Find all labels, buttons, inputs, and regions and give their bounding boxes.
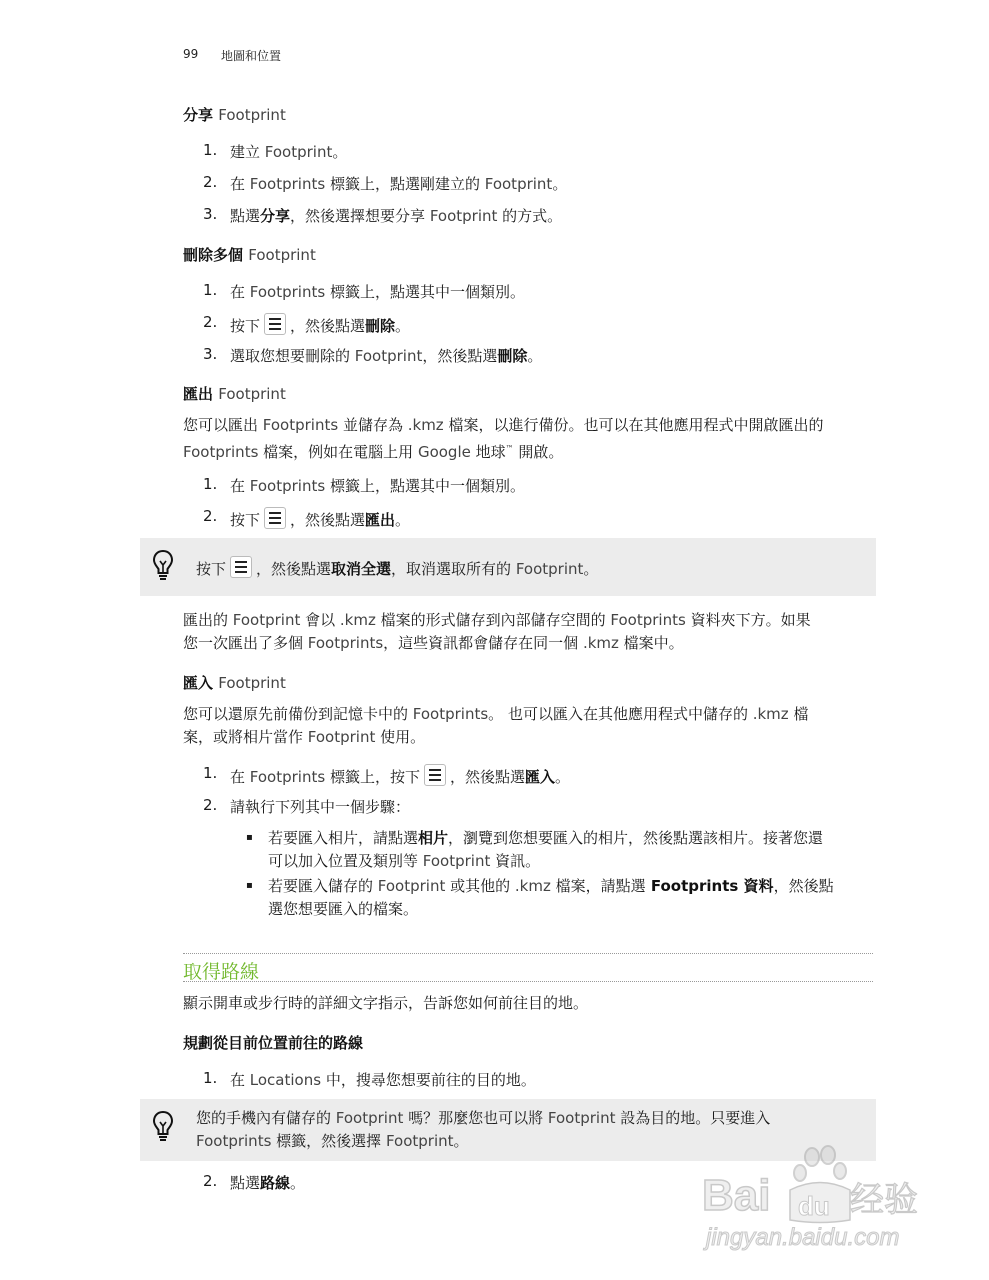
lightbulb-icon — [152, 1110, 174, 1144]
list-item: 在 Footprints 標籤上，點選其中一個類別。 — [230, 283, 525, 301]
list-item: 在 Footprints 標籤上，點選剛建立的 Footprint。 — [230, 175, 568, 193]
list-number: 2. — [203, 507, 218, 525]
svg-text:经验: 经验 — [850, 1180, 918, 1220]
svg-text:jingyan.baidu.com: jingyan.baidu.com — [706, 1224, 900, 1251]
share-heading: 分享 Footprint — [183, 106, 286, 124]
list-item: 請執行下列其中一個步驟： — [230, 798, 411, 816]
list-number: 2. — [203, 796, 218, 814]
section-title: 取得路線 — [183, 961, 260, 983]
list-item: 點選路線。 — [230, 1174, 306, 1192]
list-item: 在 Locations 中，搜尋您想要前往的目的地。 — [230, 1071, 536, 1089]
list-number: 2. — [203, 173, 218, 191]
baidu-watermark-logo — [700, 1145, 940, 1255]
list-item: 在 Footprints 標籤上，點選其中一個類別。 — [230, 477, 525, 495]
list-number: 2. — [203, 1172, 218, 1190]
bullet-item: 若要匯入相片，請點選相片，瀏覽到您想要匯入的相片，然後點選該相片。接著您還 可以加入位置及類別等 Footprint 資訊。 — [268, 829, 824, 870]
export-intro: 您可以匯出 Footprints 並儲存為 .kmz 檔案，以進行備份。也可以在其他應用程式中開啟匯出的 Footprints 檔案，例如在電腦上用 Google 地球™ 開啟。 — [183, 416, 824, 461]
bullet: ▪ — [246, 880, 253, 891]
lightbulb-icon — [152, 549, 174, 583]
list-number: 3. — [203, 205, 218, 223]
directions-intro: 顯示開車或步行時的詳細文字指示，告訴您如何前往目的地。 — [183, 994, 589, 1012]
menu-icon — [264, 507, 286, 529]
menu-icon — [264, 313, 286, 335]
list-number: 1. — [203, 281, 218, 299]
list-number: 1. — [203, 1069, 218, 1087]
bullet-item: 若要匯入儲存的 Footprint 或其他的 .kmz 檔案，請點選 Footprints 資料，然後點 選您想要匯入的檔案。 — [268, 877, 834, 918]
list-item: 按下 ，然後點選匯出。 — [230, 507, 410, 530]
section-divider — [183, 953, 873, 954]
delete-heading: 刪除多個 Footprint — [183, 246, 316, 264]
list-item: 按下 ，然後點選刪除。 — [230, 313, 410, 336]
menu-icon — [230, 556, 252, 578]
list-number: 3. — [203, 345, 218, 363]
export-note: 匯出的 Footprint 會以 .kmz 檔案的形式儲存到內部儲存空間的 Footprints 資料夾下方。如果 您一次匯出了多個 Footprints，這些資訊都會儲存在同一個 .kmz 檔案中。 — [183, 611, 811, 652]
chapter-title: 地圖和位置 — [221, 49, 282, 63]
section-divider — [183, 981, 873, 982]
page-number: 99 — [183, 47, 199, 61]
bullet: ▪ — [246, 832, 253, 843]
list-number: 1. — [203, 764, 218, 782]
import-heading: 匯入 Footprint — [183, 674, 286, 692]
list-number: 1. — [203, 141, 218, 159]
list-item: 選取您想要刪除的 Footprint，然後點選刪除。 — [230, 347, 543, 365]
list-item: 點選分享，然後選擇想要分享 Footprint 的方式。 — [230, 207, 563, 225]
export-heading: 匯出 Footprint — [183, 385, 286, 403]
list-number: 1. — [203, 475, 218, 493]
list-item: 在 Footprints 標籤上，按下 ，然後點選匯入。 — [230, 764, 570, 787]
import-intro: 您可以還原先前備份到記憶卡中的 Footprints。 也可以匯入在其他應用程式中儲存的 .kmz 檔 案，或將相片當作 Footprint 使用。 — [183, 705, 809, 746]
list-number: 2. — [203, 313, 218, 331]
svg-text:du: du — [798, 1191, 830, 1221]
menu-icon — [424, 764, 446, 786]
tip-text: 您的手機內有儲存的 Footprint 嗎？那麼您也可以將 Footprint 設為目的地。只要進入 Footprints 標籤，然後選擇 Footprint。 — [196, 1109, 771, 1150]
list-item: 建立 Footprint。 — [230, 143, 348, 161]
tip-text: 按下 ，然後點選取消全選，取消選取所有的 Footprint。 — [196, 556, 856, 581]
svg-text:Bai: Bai — [702, 1171, 771, 1220]
directions-subheading: 規劃從目前位置前往的路線 — [183, 1034, 364, 1052]
